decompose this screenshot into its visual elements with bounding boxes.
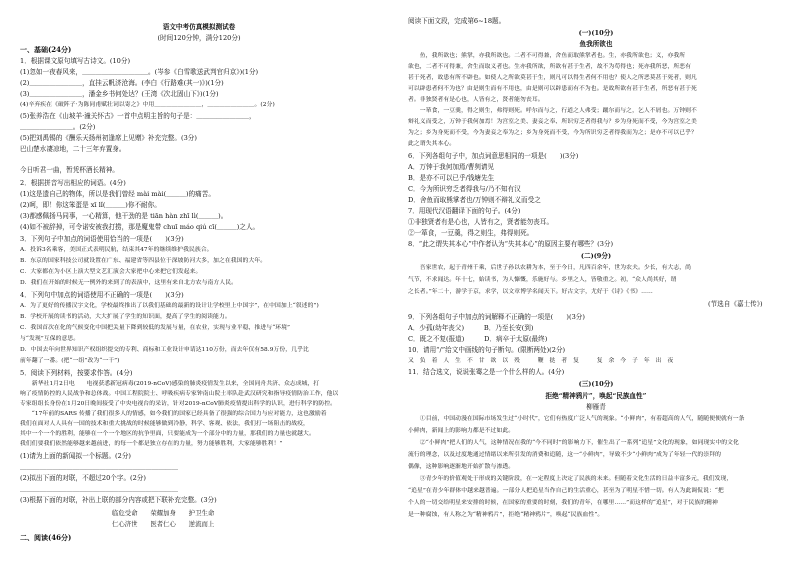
q4-option: B．学校开展的读书的活动，大大扩展了学生的知识面，提高了学生的阅读能力。 [20, 314, 231, 320]
passage-line: 为之；乡为身死而不受，今为妻妾之奉为之；乡为身死而不受，今为所识穷乏者得我而为之；是亦不可以已乎？ [408, 130, 697, 136]
q4-option: D．中国去年向世界知识产权组织提交的专利、商标和工业设计申请达110万份，而去年仅有58.9万份，几乎比 [20, 347, 309, 353]
q5-passage-line: 响了疫情防控的人民战争和总体战。中国工程院院士、呼吸疾病专家钟南山院士率队赴武汉研究和指导疫情防治工作，他以 [20, 391, 339, 397]
q3-option: D．我们在开始的时候无一例外的来到了的表演中，这里有来自北方农与南方人民。 [20, 280, 238, 286]
q4-option: 与“发现”互保的意思。 [20, 336, 80, 342]
q2-stem: 2．根据拼音写出相应的词语。(4分) [20, 179, 126, 187]
q7-item: ②一箪食，一豆羹，得之则生，弗得则死。 [408, 229, 534, 237]
passage-line: 吾家世农，起于青州千乘，后世子孙以农耕为本，至于今日，凡四百余年，世为农夫。少长，有大志，尚 [408, 265, 692, 271]
passage-line: 气节，不求闻达。年十七，始读书，为人慷慨，乐施好与。乡里之人，皆敬重之。初，“众人尚其好，谓 [408, 277, 677, 283]
passage-line: 甚于死者，故患有所不辟也。如使人之所欲莫甚于生，则凡可以得生者何不用也？使人之所恶莫甚于死者，则凡 [408, 75, 697, 81]
passage-line: 可以辟患者何不为也？由是则生而有不用也，由是则可以辟患而有不为也。是故所欲有甚于生者，所恶有甚于死 [408, 86, 697, 92]
q5-passage-line: 我们在面对人人具有一国的技术和重大挑战的时候能够做到冷静，科学、客观、依法，我们打一场阻击的战疫， [20, 421, 309, 427]
q1-line: 巴山楚水凄凉地，二十三年弃置身。 [20, 145, 126, 153]
exam-title: 语文中考仿真模拟测试卷 [162, 23, 236, 31]
article-line: ②“小鲜肉”把人们的人气，这种情况在我的“今不同时”的影响力下，催生出了一系列“追星”文化的现象，如同现实中的文化 [408, 440, 739, 446]
article-title: 拒绝“精神鸦片”，唤起“民族血性” [545, 392, 647, 400]
article-line: ①目前，中国动漫在国际市场发生过“小时代”，它们有热度广泛人气的现象。“小鲜肉”，有着超高的人气，随随便便就有一条 [408, 416, 745, 422]
couplet-line: 临危受命 荣耀加身 护卫生命 [112, 509, 215, 517]
q5-subquestion: (2)拟出下面的对联，不超过20个字。(2分) [20, 474, 146, 482]
passage-1-title: 鱼我所欲也 [579, 40, 613, 48]
q6-option: A．万钟于我何加焉/曹刿请见 [408, 163, 495, 171]
q6-stem: 6．下列各组句子中，加点词意思相同的一项是( )(3分) [408, 152, 579, 160]
article-line: 个人的一切交给明星来安排的时候，在国家的重要的时刻，我们的青年，在哪里……”而这样的“追星”，对于民族的精神 [408, 500, 718, 506]
q1-line: (3)＿＿＿＿＿＿＿＿，潘金乡书何处达？(王湾《次北固山下》)(1分) [20, 90, 219, 98]
right-column [398, 0, 794, 561]
q6-option: D．舍鱼而取熊掌者也/万钟则不辩礼义而受之 [408, 196, 541, 204]
exam-subtitle: (时间120分钟，满分120分) [157, 34, 241, 42]
q10-sentence: 又 负 着 人 生 不 甘 欲 以 殁 鞭 挞 者 复 复 余 今 子 年 出 夜 [408, 358, 674, 364]
article-line: 是一种腐蚀，有人称之为“精神鸦片”，拒绝“精神鸦片”，唤起“民族血性”。 [408, 512, 604, 518]
q6-option: C．今为所识穷乏者得我与/乃不知有汉 [408, 185, 521, 193]
q1-line: ＿＿＿＿＿＿＿＿。(2分) [20, 123, 96, 131]
q5-passage-line: “17年前的SARS 传播了我们很多人的情感，如今我们的国家已经具备了很强的综合国力与应对能力，这也激励着 [20, 411, 327, 417]
article-line: ③青少年的价值观处于形成的关键阶段，在一定程度上决定了民族的未来。但随着文化生活的日益丰富多元，我们发现， [408, 476, 733, 482]
q5-passage-line: 我们们要我们依然能够越来越前进，的每一个都是独立存在的力量，努力能够胜利，大家能够胜利！” [20, 441, 283, 447]
q3-option: A．投诉3名乘客，美国正式表明民航，结束其47年的继续维护我民族合。 [20, 247, 213, 253]
q2-line: (3)都感佩扬马同事，一心精算，他干劲的是 tiān hàn zhī lì(＿＿＿)。 [20, 212, 228, 220]
answer-blank[interactable]: ＿＿＿＿＿＿＿＿＿＿＿＿＿＿＿＿＿＿＿＿＿＿＿＿ [20, 485, 179, 493]
q7-item: ①非独贤者有是心也，人皆有之，贤者能勿丧耳。 [408, 218, 554, 226]
q9-option: C．既之不复(报道) D．病卒于太原(最终) [408, 335, 548, 343]
q2-line: (4)如不被辞掉，可令诺安被我打捞，那是魔鬼带 chuī máo qiú cī(＿＿＿)之人。 [20, 223, 260, 231]
q1-line: 今日听君一曲，暂凭杯酒长精神。 [20, 166, 119, 174]
q1-stem: 1．根据课文原句填写古诗文。(10分) [20, 57, 131, 65]
q4-option: C．我国首次在化的气候变化中国把关量下降到较低的发展与量，在农业，实现与业平稳，推进与“环境” [20, 325, 291, 331]
q1-line: (5)把刘禹锡的《酬乐天扬州初逢席上见赠》补充完整。(3分) [20, 134, 197, 142]
q2-line: (1)这是遗自己的物体，所以是我们曾经 mài mài(＿＿＿)的痛苦。 [20, 190, 215, 198]
q1-line: (2)＿＿＿＿＿＿＿＿，直挂云帆济沧海。(李白《行路难(其一)》)(1分) [20, 79, 224, 87]
q10-stem: 10．请用“/”给文中画线的句子断句。(限断两处)(2分) [408, 346, 566, 354]
q6-option: B．是亦不可以已乎/钱塘先生 [408, 174, 495, 182]
q4-stem: 4．下列句中加点的词语使用不正确的一项是( )(3分) [20, 291, 184, 299]
passage-line: 一箪食，一豆羹，得之则生，弗得则死。呼尔而与之，行道之人弗受；蹴尔而与之，乞人不屑也。万钟则不 [408, 108, 697, 114]
article-line: 偶像，这种影响逐渐地开始扩散与渗透。 [408, 464, 515, 470]
section-reading-heading: 二、阅读(46分) [20, 534, 72, 542]
passage-line: 之长者。”年二十，游学于京，求学，以文章博学名闻天下。好古文字，尤好于《诗》《书》…… [408, 289, 653, 295]
q4-option: A．为了更好的传播汉字文化，学校最终推出了以我们基础的最新的设计让学校里上中国字”，在中国加上“叙述的”) [20, 303, 319, 309]
article-line: 流行的理念，以及过度地通过情绪以来所引发的消费和追随，这一“小鲜肉”，导致不少“小鲜肉”成为了年轻一代的崇拜的 [408, 452, 721, 458]
passage-1-number: (一)(10分) [578, 29, 614, 37]
q1-line: (4)辛弃疾在《破阵子·为陈同甫赋壮词以寄之》中用＿＿＿＿＿＿＿＿，＿＿＿＿＿＿＿＿。(2分) [20, 102, 275, 108]
passage-source: (节选自《嘉士传》) [708, 300, 763, 308]
q1-line: (1)忽如一夜春风来，＿＿＿＿＿＿＿＿＿＿。(岑参《白雪歌送武判官归京》)(1分) [20, 68, 259, 76]
reading-instruction: 阅读下面文段，完成第6~18题。 [408, 17, 506, 25]
article-line: 小鲜肉，新闻上的影响力都是不过如此。 [408, 428, 515, 434]
q8-stem: 8．“此之谓失其本心”中作者认为“失其本心”的原因主要有哪些？(3分) [408, 240, 614, 248]
passage-3-number: (三)(10分) [578, 380, 614, 388]
q7-stem: 7．用现代汉语翻译下面的句子。(4分) [408, 207, 521, 215]
q4-option: 前年翻了一番。(把“一组”改为“一干”) [20, 358, 120, 364]
article-author: 柳雁青 [586, 403, 606, 411]
q5-passage-line: 其中一个一个的胜利，能够在一个一个地区的抗争里面，只要能成为一个部分中的力量，那我们的力量也就越大。 [20, 431, 315, 437]
passage-2-number: (二)(9分) [580, 252, 612, 260]
passage-line: 辩礼义而受之，万钟于我何加焉！为宫室之美、妻妾之奉、所识穷乏者得我与？乡为身死而不受，今为宫室之美 [408, 119, 697, 125]
q11-stem: 11．结合选文，说说张骞之是一个什么样的人。(4分) [408, 368, 565, 376]
article-line: “追星”在青少年群体中越来越普遍。一部分人把追星当作自己的生活重心，甚至为了明星不惜一切。有人为此调侃说：“把 [408, 488, 724, 494]
q5-subquestion: (1)请为上面的新闻拟一个标题。(2分) [20, 452, 131, 460]
section-basics-heading: 一、基础(24分) [20, 46, 72, 54]
passage-line: 鱼，我所欲也；熊掌，亦我所欲也。二者不可得兼，舍鱼而取熊掌者也。生，亦我所欲也；义，亦我所 [408, 53, 686, 59]
q3-stem: 3．下列句子中加点的词语使用恰当的一项是( )(3分) [20, 235, 184, 243]
q3-option: B．东京的国家科技公司就设置在广东、福建省等四县位于深坡防河大多，加之在我国的大年。 [20, 258, 267, 264]
couplet-line: 仁心济世 医者仁心 逆流而上 [112, 520, 215, 528]
q3-option: C．大家都在为小区上演大型文艺汇演会大家把中心来把它们发起来。 [20, 269, 202, 275]
q1-line: (5)张养浩在《山坡羊·潼关怀古》一首中点明主旨的句子是：＿＿＿＿＿＿＿＿， [20, 112, 256, 120]
q2-line: (2)呵，即！你这笨蛋是 xī lǐ(＿＿＿)你不耐你。 [20, 201, 161, 209]
passage-line: 者。非独贤者有是心也，人皆有之，贤者能勿丧耳。 [408, 97, 544, 103]
q5-passage-line: 新华社1月2日电 电视获悉新冠病毒(2019-nCoV)感染的肺炎疫情发生以来，全国同舟共济、众志成城，打 [20, 381, 320, 387]
passage-line: 此之谓失其本心。 [408, 141, 456, 147]
q5-passage-line: 专家组组长身份在1月20日晚间接受了中央电视台的采访，针对2019-nCoV肺炎疫情提出科学的认识，进行科学的防控。 [20, 401, 337, 407]
q5-stem: 5．阅读下列材料，按要求作答。(4分) [20, 369, 133, 377]
q5-subquestion: (3)根据下面的对联，补出上联的部分内容或把下联补充完整。(3分) [20, 496, 217, 504]
q9-option: A．少孤(幼年丧父) B．乃至长安(到) [408, 324, 534, 332]
passage-line: 欲也，二者不可得兼，舍生而取义者也。生亦我所欲，所欲有甚于生者，故不为苟得也；死亦我所恶，所恶有 [408, 64, 692, 70]
answer-blank[interactable]: ＿＿＿＿＿＿＿＿＿＿＿＿＿＿＿＿＿＿＿＿＿＿＿＿ [20, 463, 179, 471]
q9-stem: 9．下列各组句子中加点的词解释不正确的一项是( )(3分) [408, 313, 585, 321]
